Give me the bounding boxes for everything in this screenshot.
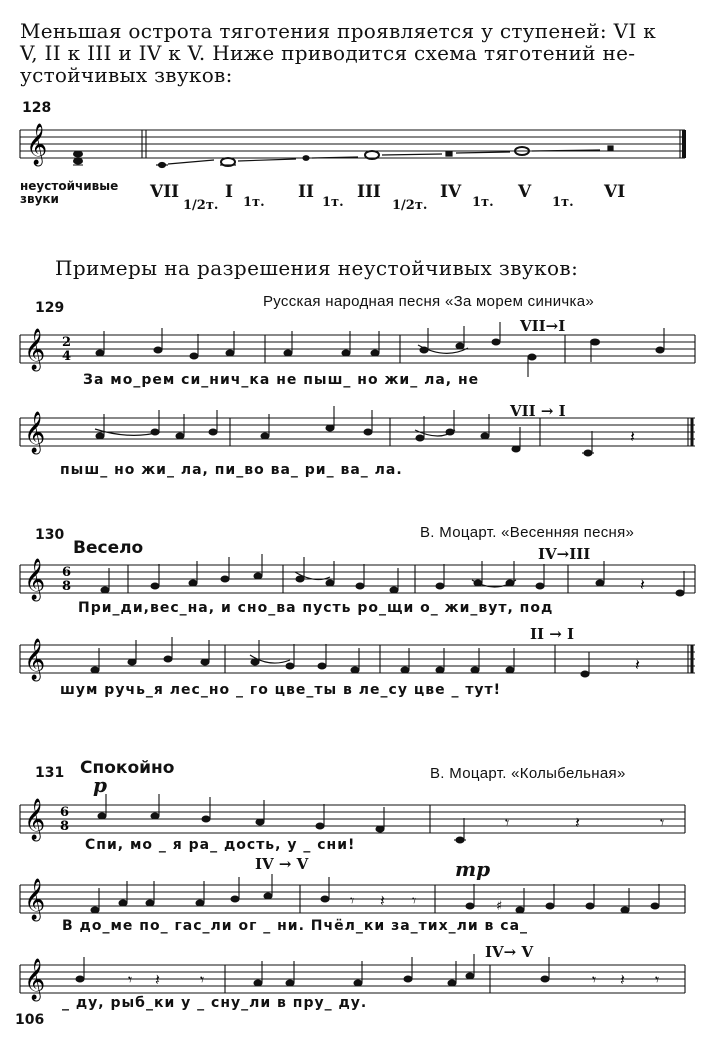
svg-text:6: 6 [62,565,72,580]
lyrics-line: В до_ме по_ гас_ли ог _ ни. Пчёл_ки за_тих_ли в са_ [62,918,529,934]
lyrics-line: При_ди,вес_на, и сно_ва пусть ро_щи о_ жи_вут, под [78,600,554,616]
lyrics-line: пыш_ но жи_ ла, пи_во ва_ ри_ ва_ ла. [60,462,403,478]
resolution-mark: II → I [530,625,575,643]
dynamic-marking: mp [455,857,491,881]
svg-text:4: 4 [62,349,72,364]
resolution-mark: VII→I [520,317,566,335]
lyrics-line: _ ду, рыб_ки у _ сну_ли в пру_ ду. [62,995,368,1011]
degree-label: V [518,182,532,202]
example-source: В. Моцарт. «Весенняя песня» [420,524,635,541]
svg-text:𝄞: 𝄞 [24,559,46,600]
degree-label: VII [150,182,180,202]
resolution-mark: VII → I [510,402,566,420]
svg-text:𝄽: 𝄽 [640,575,645,594]
examples-heading: Примеры на разрешения неустойчивых звуков: [55,256,579,280]
svg-text:𝄾: 𝄾 [592,970,597,989]
svg-text:𝄽: 𝄽 [620,970,625,989]
resolution-mark: IV→III [538,545,591,563]
svg-text:2: 2 [62,335,72,350]
interval-label: 1т. [322,195,344,210]
intro-line: Меньшая острота тяготения проявляется у ступеней: VI к [20,19,657,43]
degree-label: II [298,182,314,202]
degree-label: I [225,182,233,202]
svg-text:𝄾: 𝄾 [200,970,205,989]
svg-text:𝄽: 𝄽 [575,813,580,832]
lyrics-line: Спи, мо _ я ра_ дость, у _ сни! [85,837,356,853]
treble-clef-icon [24,798,45,841]
tempo-marking: Спокойно [80,758,175,778]
svg-text:♯: ♯ [496,899,503,914]
degree-label: III [357,182,381,202]
scheme-label-line: звуки [20,192,59,206]
example-number: 129 [35,300,65,316]
svg-text:𝄾: 𝄾 [505,813,510,832]
treble-clef-icon [24,878,45,921]
svg-text:𝄞: 𝄞 [24,799,46,840]
example-number: 131 [35,765,65,781]
interval-label: 1/2т. [183,198,219,213]
example-source: В. Моцарт. «Колыбельная» [430,765,626,782]
svg-text:𝄞: 𝄞 [24,412,46,453]
interval-label: 1/2т. [392,198,428,213]
svg-text:𝄞: 𝄞 [24,639,46,680]
dynamic-marking: p [93,773,107,797]
interval-label: 1т. [552,195,574,210]
svg-text:6: 6 [60,805,70,820]
svg-text:𝄽: 𝄽 [155,970,160,989]
svg-text:𝄽: 𝄽 [380,891,385,910]
degree-label: VI [604,182,626,202]
svg-text:𝄾: 𝄾 [660,813,665,832]
svg-text:𝄾: 𝄾 [128,970,133,989]
example-source: Русская народная песня «За морем синичка» [263,293,595,310]
svg-text:𝄾: 𝄾 [655,970,660,989]
example-number: 128 [22,100,52,116]
interval-label: 1т. [243,195,265,210]
svg-text:𝄞: 𝄞 [26,124,48,165]
interval-label: 1т. [472,195,494,210]
scheme-label-line: неустойчивые [20,179,119,193]
svg-text:𝄽: 𝄽 [630,427,635,446]
example-number: 130 [35,527,65,543]
svg-text:𝄞: 𝄞 [24,959,46,1000]
resolution-mark: IV → V [255,855,309,873]
degree-label: IV [440,182,462,202]
svg-text:𝄾: 𝄾 [350,891,355,910]
tempo-marking: Весело [73,538,144,558]
treble-clef-icon [24,958,45,1001]
svg-text:8: 8 [62,579,72,594]
intro-line: V, II к III и IV к V. Ниже приводится схема тяготений не- [20,41,636,65]
resolution-mark: IV→ V [485,943,534,961]
svg-text:𝄾: 𝄾 [412,891,417,910]
svg-text:𝄽: 𝄽 [635,655,640,674]
svg-text:𝄞: 𝄞 [24,329,46,370]
lyrics-line: шум ручь_я лес_но _ го цве_ты в ле_су цве _ тут! [60,682,502,698]
svg-text:𝄞: 𝄞 [24,879,46,920]
page-number: 106 [15,1012,45,1028]
svg-text:8: 8 [60,819,70,834]
intro-line: устойчивых звуков: [20,63,233,87]
lyrics-line: За мо_рем си_нич_ка не пыш_ но жи_ ла, не [83,372,480,388]
